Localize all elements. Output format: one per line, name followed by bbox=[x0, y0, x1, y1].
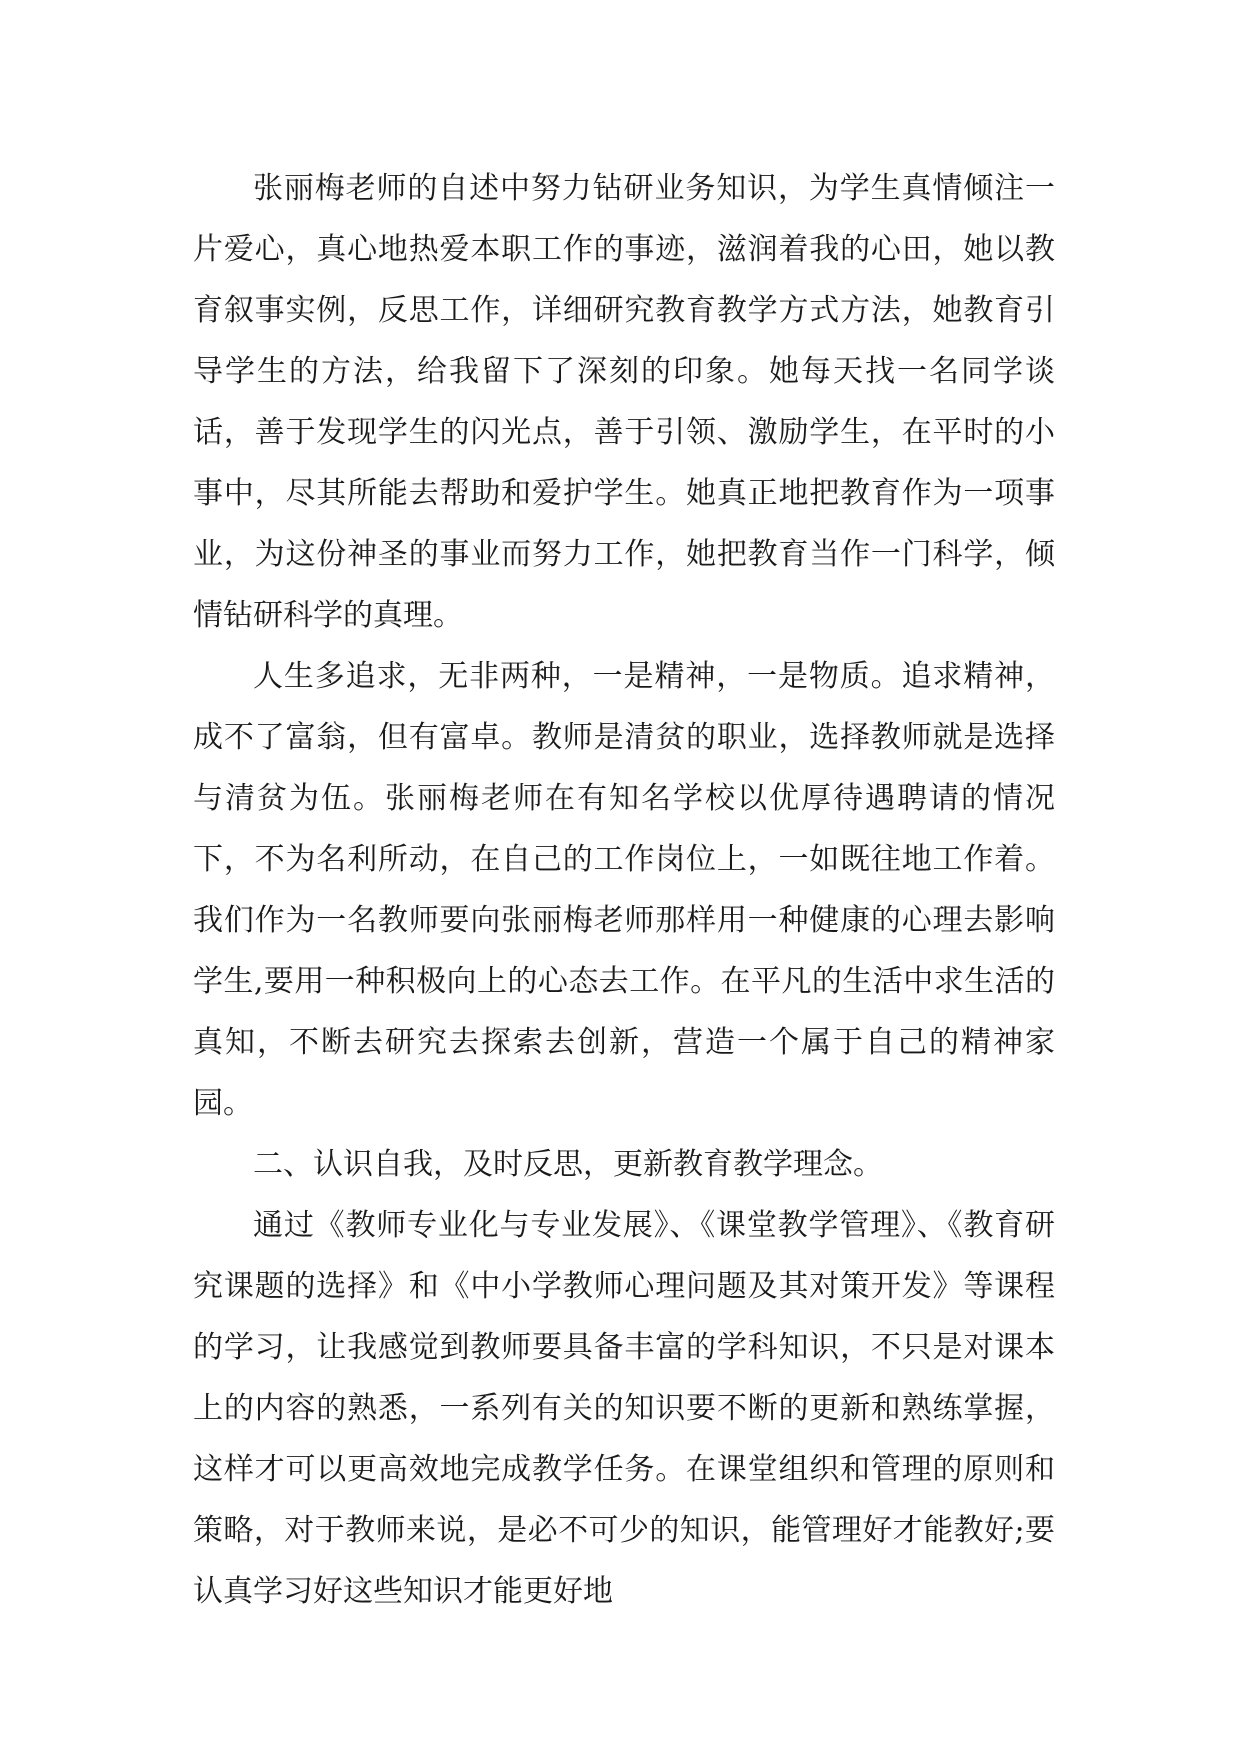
paragraph-1: 张丽梅老师的自述中努力钻研业务知识，为学生真情倾注一片爱心，真心地热爱本职工作的事迹，滋润着我的心田，她以教育叙事实例，反思工作，详细研究教育教学方式方法，她教育引导学生的方法，给我留下了深刻的印象。她每天找一名同学谈话，善于发现学生的闪光点，善于引领、激励学生，在平时的小事中，尽其所能去帮助和爱护学生。她真正地把教育作为一项事业，为这份神圣的事业而努力工作，她把教育当作一门科学，倾情钻研科学的真理。 bbox=[193, 171, 1055, 633]
paragraph-3: 通过《教师专业化与专业发展》、《课堂教学管理》、《教育研究课题的选择》和《中小学教师心理问题及其对策开发》等课程的学习，让我感觉到教师要具备丰富的学科知识，不只是对课本上的内容的熟悉，一系列有关的知识要不断的更新和熟练掌握，这样才可以更高效地完成教学任务。在课堂组织和管理的原则和策略，对于教师来说，是必不可少的知识，能管理好才能教好;要认真学习好这些知识才能更好地 bbox=[193, 1208, 1055, 1609]
section-heading: 二、认识自我，及时反思，更新教育教学理念。 bbox=[253, 1147, 883, 1182]
paragraph-2: 人生多追求，无非两种，一是精神，一是物质。追求精神，成不了富翁，但有富卓。教师是清贫的职业，选择教师就是选择与清贫为伍。张丽梅老师在有知名学校以优厚待遇聘请的情况下，不为名利所动，在自己的工作岗位上，一如既往地工作着。我们作为一名教师要向张丽梅老师那样用一种健康的心理去影响学生,要用一种积极向上的心态去工作。在平凡的生活中求生活的真知，不断去研究去探索去创新，营造一个属于自己的精神家园。 bbox=[193, 659, 1055, 1121]
body-text bbox=[193, 158, 1055, 1622]
